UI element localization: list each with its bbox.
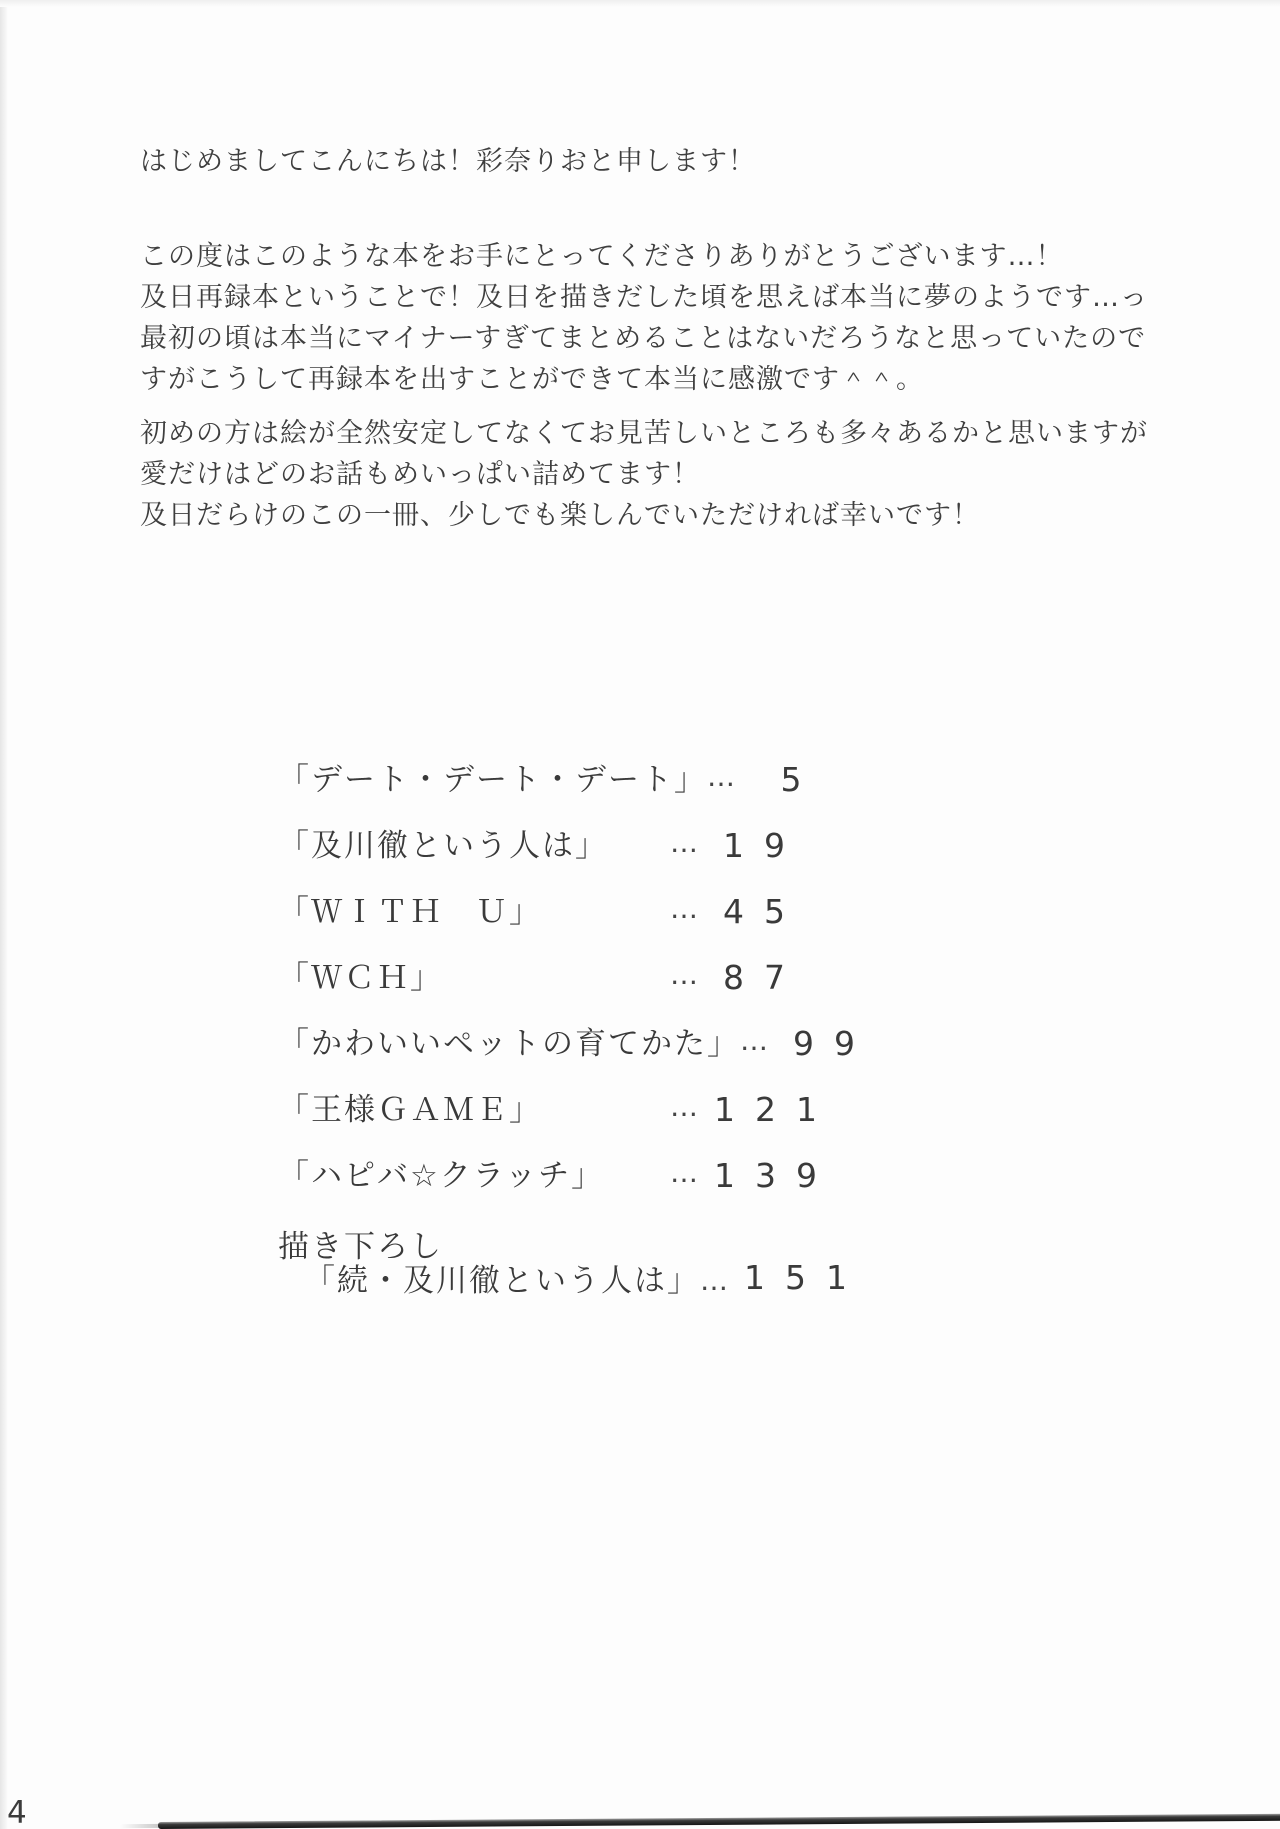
toc-entry-title: 「ＷＩＴＨ Ｕ」 bbox=[278, 894, 542, 930]
toc-leader-dots: … bbox=[670, 892, 698, 925]
toc-entry bbox=[278, 894, 818, 960]
toc-entry bbox=[278, 828, 818, 894]
greeting-intro-line: はじめましてこんにちは！彩奈りおと申します！ bbox=[140, 146, 756, 177]
printed-page-number: 4 bbox=[7, 1795, 27, 1829]
toc-entry-page: 121 bbox=[714, 1090, 837, 1129]
toc-leader-dots: … bbox=[740, 1024, 768, 1057]
scan-edge-bottom bbox=[158, 1813, 1280, 1829]
greeting-line: 愛だけはどのお話もめいっぱい詰めてます！ bbox=[140, 459, 700, 490]
toc-entry-title: 「ＷＣＨ」 bbox=[278, 960, 443, 996]
toc-entry bbox=[278, 1024, 875, 1092]
toc-leader-dots: … bbox=[670, 1090, 698, 1123]
greeting-paragraph-1 bbox=[140, 236, 1148, 400]
greeting-line: すがこうして再録本を出すことができて本当に感激です＾＾。 bbox=[140, 364, 924, 395]
toc-entry-page: 139 bbox=[714, 1156, 837, 1195]
toc-entry-page: 5 bbox=[780, 760, 822, 799]
toc-leader-dots: … bbox=[700, 1264, 728, 1297]
toc-leader-dots: … bbox=[670, 1156, 698, 1189]
toc-leader-dots: … bbox=[670, 958, 698, 991]
scan-edge-top bbox=[0, 0, 1280, 7]
toc-leader-dots: … bbox=[670, 826, 698, 859]
toc-entry-title-annotation: 描き下ろし bbox=[278, 1229, 443, 1265]
toc-entry-title: 「デート・デート・デート」 bbox=[278, 762, 707, 798]
table-of-contents bbox=[278, 760, 875, 1299]
toc-entry-page: 45 bbox=[723, 892, 805, 931]
toc-entry-title: 「かわいいペットの育てかた」 bbox=[278, 1026, 740, 1062]
greeting-line: 最初の頃は本当にマイナーすぎてまとめることはないだろうなと思っていたので bbox=[140, 323, 1147, 354]
toc-entry-title-main: 「続・及川徹という人は」 bbox=[304, 1263, 700, 1299]
toc-entry-title: 「ハピバ☆クラッチ」 bbox=[278, 1158, 605, 1194]
toc-entry-title: 「及川徹という人は」 bbox=[278, 828, 608, 864]
toc-entry-page: 87 bbox=[723, 958, 805, 997]
toc-entry-title bbox=[278, 1230, 700, 1298]
toc-entry bbox=[278, 960, 818, 1026]
toc-entry-title: 「王様ＧＡＭＥ」 bbox=[278, 1092, 542, 1128]
greeting-line: 及日再録本ということで！及日を描きだした頃を思えば本当に夢のようです…っ bbox=[140, 282, 1148, 313]
toc-entry-page: 99 bbox=[793, 1024, 875, 1063]
toc-entry bbox=[278, 1156, 837, 1224]
toc-leader-dots: … bbox=[707, 760, 735, 793]
toc-entry-page: 151 bbox=[744, 1258, 867, 1297]
greeting-paragraph-2 bbox=[140, 413, 1148, 536]
toc-entry-page: 19 bbox=[723, 826, 805, 865]
toc-entry bbox=[278, 1229, 867, 1299]
scan-edge-left bbox=[0, 0, 8, 1829]
greeting-line: 初めの方は絵が全然安定してなくてお見苦しいところも多々あるかと思いますが bbox=[140, 418, 1148, 449]
greeting-line: この度はこのような本をお手にとってくださりありがとうございます…！ bbox=[140, 241, 1064, 272]
greeting-line: 及日だらけのこの一冊、少しでも楽しんでいただければ幸いです！ bbox=[140, 500, 980, 531]
greeting-text-block bbox=[140, 141, 1148, 536]
toc-entry bbox=[278, 1090, 837, 1158]
toc-entry bbox=[278, 760, 822, 828]
